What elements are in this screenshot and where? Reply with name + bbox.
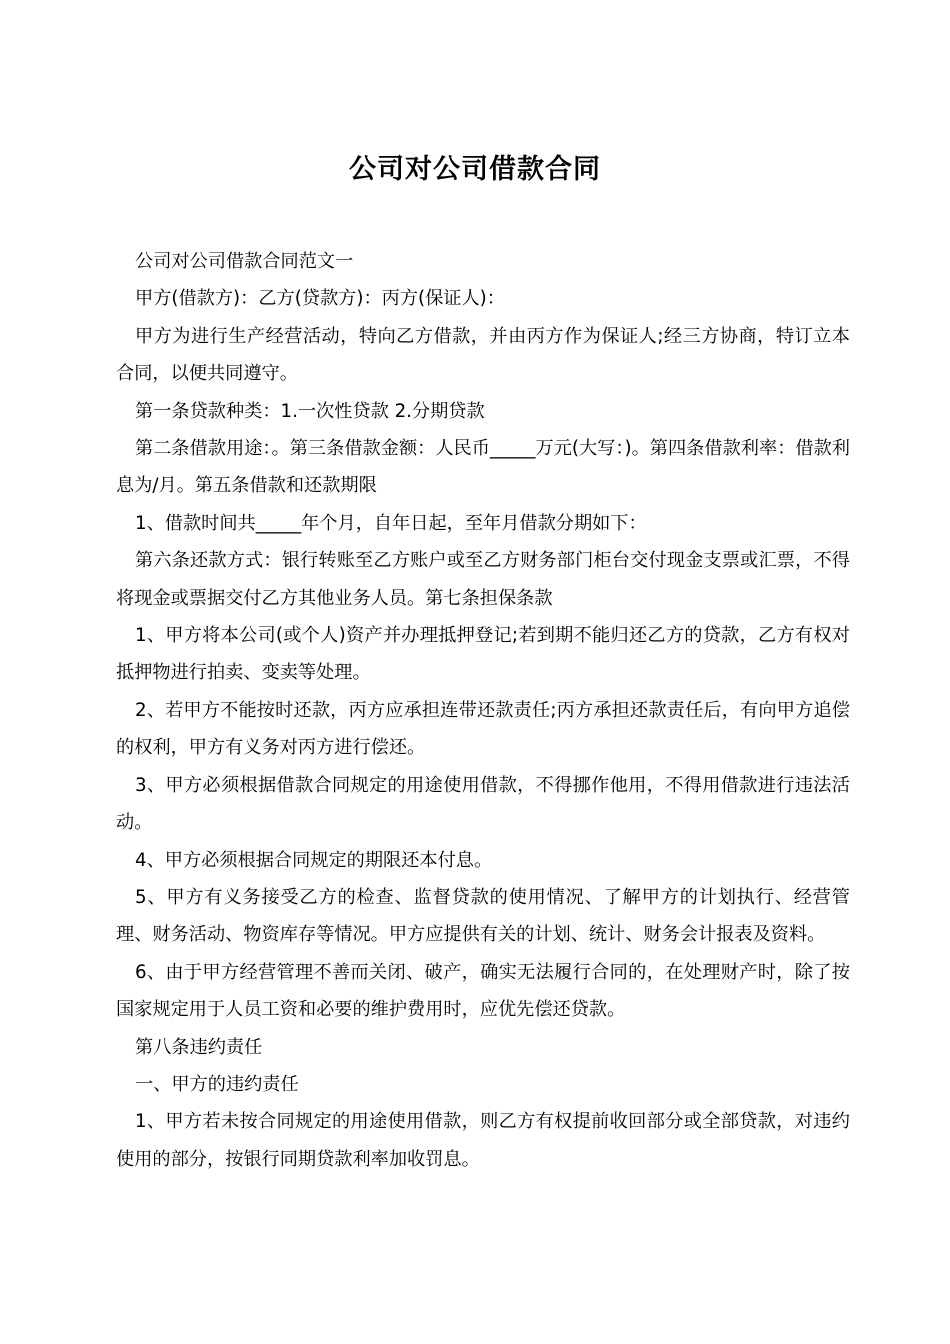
document-title: 公司对公司借款合同: [349, 154, 601, 186]
document-body: [116, 243, 850, 1178]
paragraph-liability-1: 1、甲方若未按合同规定的用途使用借款，则乙方有权提前收回部分或全部贷款，对违约使用的部分，按银行同期贷款利率加收罚息。: [116, 1111, 850, 1170]
paragraph-guarantee-6: 6、由于甲方经营管理不善而关闭、破产，确实无法履行合同的，在处理财产时，除了按国家规定用于人员工资和必要的维护费用时，应优先偿还贷款。: [116, 961, 850, 1021]
paragraph-party-a-liability: 一、甲方的违约责任: [135, 1073, 299, 1095]
paragraph-parties: 甲方(借款方)：乙方(贷款方)：丙方(保证人)：: [135, 288, 505, 310]
paragraph-guarantee-2: 2、若甲方不能按时还款，丙方应承担连带还款责任;丙方承担还款责任后，有向甲方追偿的权利，甲方有义务对丙方进行偿还。: [116, 699, 850, 759]
paragraph-guarantee-5: 5、甲方有义务接受乙方的检查、监督贷款的使用情况、了解甲方的计划执行、经营管理、财务活动、物资库存等情况。甲方应提供有关的计划、统计、财务会计报表及资料。: [116, 886, 850, 946]
paragraph-article-6-7: 第六条还款方式：银行转账至乙方账户或至乙方财务部门柜台交付现金支票或汇票，不得将现金或票据交付乙方其他业务人员。第七条担保条款: [116, 550, 850, 609]
paragraph-sample-heading: 公司对公司借款合同范文一: [135, 251, 354, 272]
paragraph-preamble: 甲方为进行生产经营活动，特向乙方借款，并由丙方作为保证人;经三方协商，特订立本合同，以便共同遵守。: [116, 325, 850, 385]
paragraph-guarantee-3: 3、甲方必须根据借款合同规定的用途使用借款，不得挪作他用，不得用借款进行违法活动。: [116, 774, 850, 834]
paragraph-guarantee-4: 4、甲方必须根据合同规定的期限还本付息。: [135, 849, 493, 871]
paragraph-guarantee-1: 1、甲方将本公司(或个人)资产并办理抵押登记;若到期不能归还乙方的贷款，乙方有权对抵押物进行拍卖、变卖等处理。: [116, 625, 850, 684]
paragraph-article-8: 第八条违约责任: [135, 1036, 263, 1058]
paragraph-article-1: 第一条贷款种类：1.一次性贷款 2.分期贷款: [135, 400, 485, 422]
paragraph-article-2-5: 第二条借款用途：。第三条借款金额：人民币_____万元(大写：)。第四条借款利率：借款利息为/月。第五条借款和还款期限: [116, 438, 850, 497]
paragraph-loan-term: 1、借款时间共_____年个月，自年日起，至年月借款分期如下：: [135, 512, 647, 534]
